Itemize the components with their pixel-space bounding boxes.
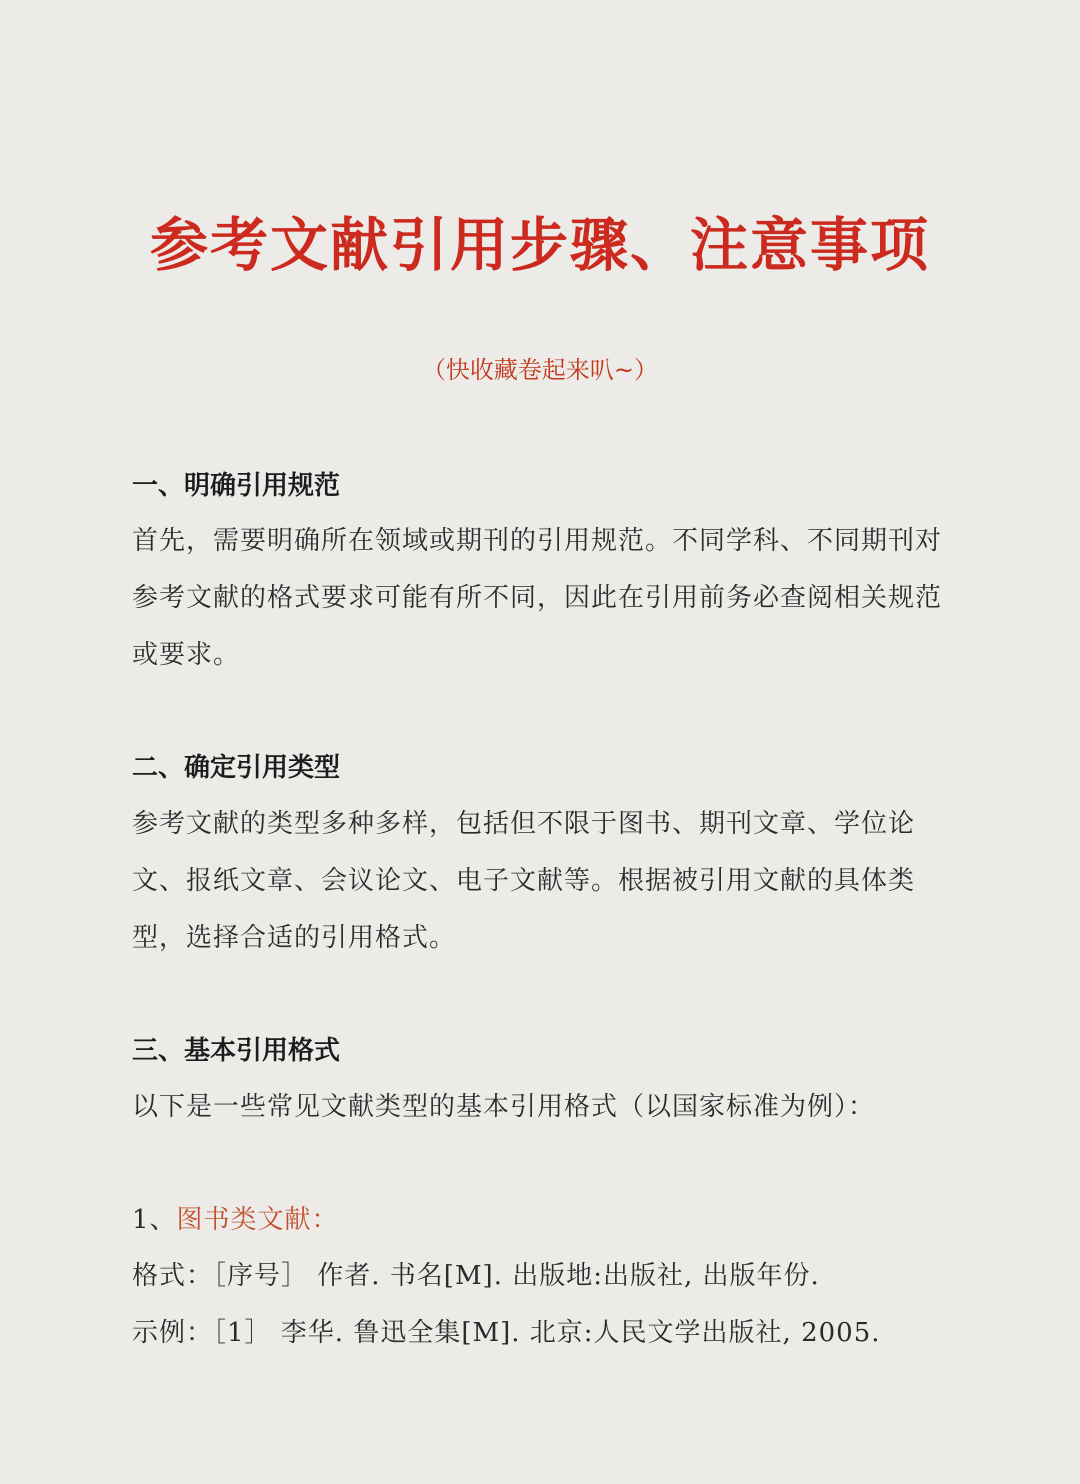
section-heading-1: 一、明确引用规范 bbox=[132, 471, 341, 501]
page-subtitle: （快收藏卷起来叭~） bbox=[421, 356, 659, 384]
page-title: 参考文献引用步骤、注意事项 bbox=[149, 211, 930, 279]
book-item-heading bbox=[132, 1200, 952, 1240]
book-format-line: 格式：［序号］ 作者. 书名[M]. 出版地:出版社, 出版年份. bbox=[132, 1261, 820, 1291]
section-heading-3: 三、基本引用格式 bbox=[132, 1036, 341, 1066]
book-item-label: 图书类文献： bbox=[176, 1205, 339, 1235]
book-example-line: 示例：［1］ 李华. 鲁迅全集[M]. 北京:人民文学出版社, 2005. bbox=[132, 1318, 881, 1348]
section-heading-2: 二、确定引用类型 bbox=[132, 753, 341, 783]
book-item-number: 1、 bbox=[132, 1205, 177, 1235]
section-body-1: 首先，需要明确所在领域或期刊的引用规范。不同学科、不同期刊对参考文献的格式要求可能有所不同，因此在引用前务必查阅相关规范或要求。 bbox=[132, 526, 943, 670]
section-body-3: 以下是一些常见文献类型的基本引用格式（以国家标准为例）： bbox=[132, 1092, 876, 1122]
section-body-2: 参考文献的类型多种多样，包括但不限于图书、期刊文章、学位论文、报纸文章、会议论文、电子文献等。根据被引用文献的具体类型，选择合适的引用格式。 bbox=[132, 809, 916, 953]
